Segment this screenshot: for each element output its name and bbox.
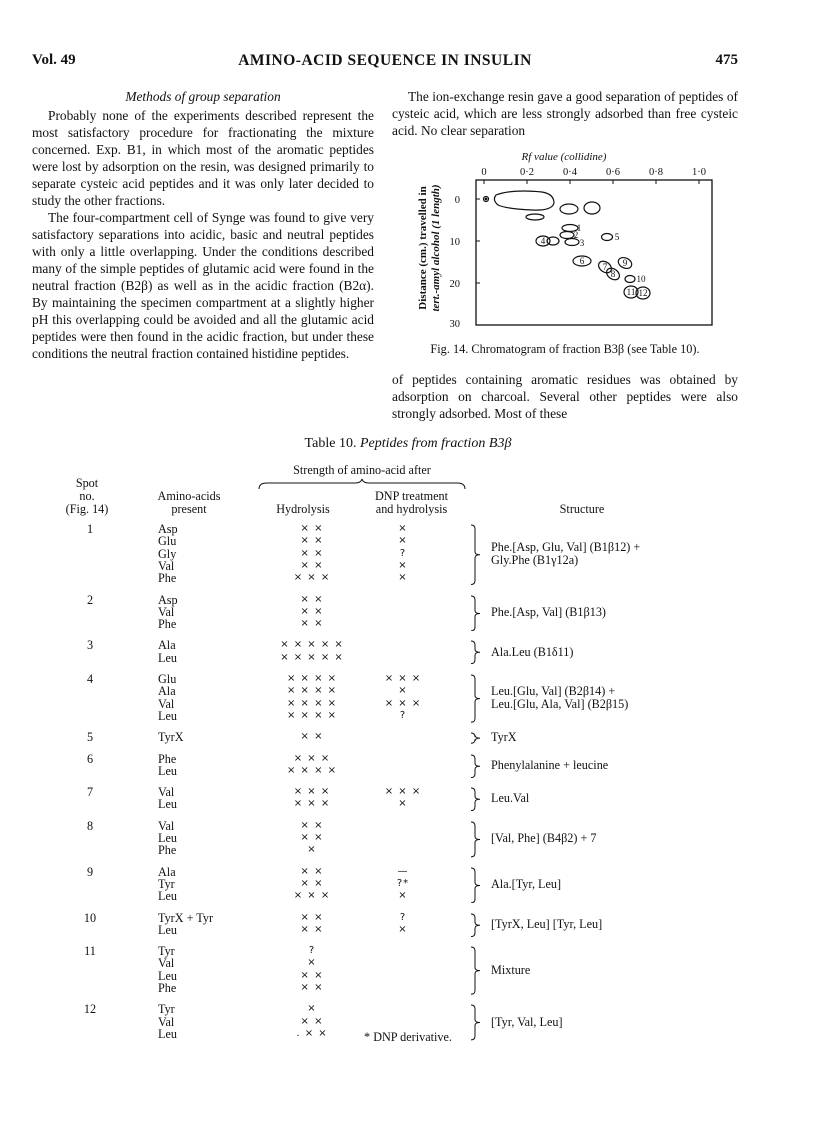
amino-acid-cell: Val [158, 558, 175, 573]
spot-label: 3 [579, 238, 585, 248]
hydrolysis-strength: × × [300, 535, 324, 547]
x-tick-label: 0·2 [520, 167, 534, 178]
hydrolysis-strength: × × × [293, 798, 331, 810]
x-tick-label: 1·0 [692, 167, 706, 178]
amino-acid-cell: Ala [158, 864, 176, 879]
spot-main-streak [494, 191, 554, 210]
header-spot: Spot no. (Fig. 14) [65, 476, 109, 516]
paragraph: of peptides containing aromatic residues was obtained by adsorption on charcoal. Several other peptides were also strongly adsorbed. Most of these [392, 372, 738, 421]
structure-cell: [TyrX, Leu] [Tyr, Leu] [491, 916, 603, 931]
structure-cell: Phenylalanine + leucine [491, 757, 609, 772]
amino-acid-cell: Leu [158, 1026, 177, 1041]
amino-acid-cell: Val [158, 696, 175, 711]
spot-label: 10 [636, 274, 646, 284]
amino-acid-cell: Leu [158, 922, 177, 937]
hydrolysis-strength: × × [300, 865, 324, 877]
spot-blob [560, 204, 578, 214]
hydrolysis-strength: × × × × [286, 697, 338, 709]
right-column-bottom [392, 371, 738, 422]
table-title [0, 436, 816, 452]
spot-number: 7 [86, 785, 94, 800]
hydrolysis-strength: × × [300, 593, 324, 605]
hydrolysis-strength: × × × × [286, 764, 338, 776]
spot-2 [560, 232, 574, 239]
amino-acid-cell: Val [158, 818, 175, 833]
spot-label: 5 [614, 232, 620, 242]
dnp-strength: × [398, 923, 408, 935]
amino-acid-cell: Tyr [158, 1002, 175, 1017]
row-brace [470, 524, 482, 586]
spot-label: 6 [579, 256, 585, 266]
hydrolysis-strength: × [307, 957, 317, 969]
amino-acid-cell: Tyr [158, 944, 175, 959]
origin-marker-dot [485, 198, 487, 200]
hydrolysis-strength: × [307, 1003, 317, 1015]
hydrolysis-strength: × × [300, 969, 324, 981]
spot-number: 5 [86, 730, 94, 745]
spot-4-tail [547, 237, 559, 245]
row-brace [470, 732, 482, 744]
dnp-strength: × [398, 890, 408, 902]
header-strength: Strength of amino-acid after [293, 463, 431, 477]
spot-number: 11 [84, 944, 96, 959]
chromatogram-figure [412, 148, 722, 334]
dnp-strength: × × × [384, 786, 422, 798]
amino-acid-cell: Ala [158, 684, 176, 699]
structure-cell: Leu.[Glu, Val] (B2β14) + [491, 684, 616, 699]
structure-cell: Ala.[Tyr, Leu] [491, 876, 562, 891]
spot-label: 7 [602, 262, 608, 272]
table-title-text: Peptides from fraction B3β [359, 436, 512, 451]
structure-cell: Phe.[Asp, Glu, Val] (B1β12) + [491, 540, 641, 555]
hydrolysis-strength: × × [300, 559, 324, 571]
row-brace [470, 821, 482, 858]
structure-cell: Leu.[Glu, Ala, Val] (B2β15) [491, 696, 629, 711]
row-brace [470, 674, 482, 723]
right-column-top [392, 88, 738, 139]
hydrolysis-strength: × × × [293, 890, 331, 902]
amino-acid-cell: Glu [158, 672, 177, 686]
spot-label: 9 [622, 258, 628, 268]
section-subheading: Methods of group separation [125, 89, 281, 104]
header-dnp: DNP treatment and hydrolysis [375, 489, 448, 516]
header-amino-acids: Amino-acids present [157, 489, 221, 516]
amino-acid-cell: Val [158, 1014, 175, 1029]
amino-acid-cell: Phe [158, 981, 177, 995]
hydrolysis-strength: × × [300, 523, 324, 534]
spot-small-streak [526, 214, 544, 220]
amino-acid-cell: Leu [158, 968, 177, 983]
structure-cell: Ala.Leu (B1δ11) [491, 644, 574, 659]
y-axis-title: Distance (cm.) travelled in [417, 186, 429, 310]
page-number: 475 [715, 52, 738, 68]
hydrolysis-strength: × × × × [286, 685, 338, 697]
y-tick-label: 0 [454, 195, 460, 206]
paragraph: Probably none of the experiments described represent the most satisfactory procedure for fractionating the mixture concerned. Exp. B1, in which most of the aromatic peptides were lost by adsorption on the resin, was designed primarily to separate cysteic acid peptides and it was only later decided to study the other fractions. [32, 108, 374, 208]
y-tick-label: 20 [449, 279, 460, 290]
hydrolysis-strength: × × × × × [280, 651, 344, 663]
dnp-strength: ? [399, 911, 407, 923]
dnp-strength: ?* [396, 877, 410, 889]
structure-cell: Phe.[Asp, Val] (B1β13) [491, 604, 606, 619]
spot-blob [584, 202, 600, 214]
dnp-strength: × [398, 535, 408, 547]
spot-number: 1 [86, 522, 94, 536]
spot-number: 10 [83, 910, 97, 925]
amino-acid-cell: Leu [158, 763, 177, 778]
structure-cell: Gly.Phe (B1γ12a) [491, 552, 579, 567]
running-title: AMINO-ACID SEQUENCE IN INSULIN [238, 52, 532, 69]
spot-5 [602, 234, 613, 241]
row-brace [470, 946, 482, 995]
amino-acid-cell: TyrX [158, 730, 184, 745]
hydrolysis-strength: × × [300, 731, 324, 743]
amino-acid-cell: Val [158, 604, 175, 619]
dnp-strength: × [398, 559, 408, 571]
spot-number: 6 [86, 751, 94, 766]
hydrolysis-strength: × × [300, 911, 324, 923]
y-tick-label: 30 [449, 319, 460, 330]
hydrolysis-strength: × × × × [286, 709, 338, 721]
amino-acid-cell: Val [158, 956, 175, 971]
row-brace [470, 754, 482, 779]
dnp-strength: — [397, 865, 409, 877]
hydrolysis-strength: × [307, 844, 317, 856]
amino-acid-cell: Phe [158, 617, 177, 632]
hydrolysis-strength: × × × [293, 786, 331, 798]
dnp-strength: ? [399, 709, 407, 721]
spot-number: 3 [86, 638, 94, 653]
spot-label: 1 [576, 223, 582, 233]
hydrolysis-strength: × × × [293, 752, 331, 764]
dnp-strength: × [398, 523, 408, 534]
amino-acid-cell: Phe [158, 843, 177, 858]
row-brace [470, 867, 482, 904]
amino-acid-cell: Val [158, 785, 175, 800]
spot-number: 9 [86, 864, 94, 879]
hydrolysis-strength: × × × [293, 572, 331, 584]
x-tick-label: 0·4 [563, 167, 577, 178]
amino-acid-cell: Leu [158, 889, 177, 904]
amino-acid-cell: Leu [158, 831, 177, 845]
structure-cell: Mixture [491, 962, 531, 977]
amino-acid-cell: Phe [158, 751, 177, 766]
amino-acid-cell: Glu [158, 534, 177, 549]
hydrolysis-strength: × × × × [286, 673, 338, 684]
spot-label: 8 [610, 269, 616, 279]
table-title-prefix: Table 10. [304, 436, 357, 451]
dnp-strength: × [398, 798, 408, 810]
hydrolysis-strength: × × [300, 618, 324, 630]
dnp-strength: × [398, 572, 408, 584]
row-brace [470, 787, 482, 812]
spot-10 [625, 276, 635, 283]
hydrolysis-strength: × × [300, 819, 324, 831]
row-brace [470, 595, 482, 632]
hydrolysis-strength: × × [300, 832, 324, 843]
amino-acid-cell: TyrX + Tyr [158, 910, 214, 925]
spot-number: 2 [86, 592, 94, 607]
structure-cell: [Val, Phe] (B4β2) + 7 [491, 831, 597, 845]
amino-acid-cell: Ala [158, 638, 176, 653]
amino-acid-cell: Phe [158, 571, 177, 586]
spot-label: 4 [540, 236, 546, 246]
dnp-strength: × × × [384, 697, 422, 709]
hydrolysis-strength: ? [308, 945, 316, 957]
hydrolysis-strength: × × [300, 923, 324, 935]
hydrolysis-strength: . × × [296, 1027, 328, 1039]
hydrolysis-strength: × × × × × [280, 639, 344, 651]
spot-label: 12 [638, 288, 648, 298]
amino-acid-cell: Leu [158, 708, 177, 723]
y-tick-label: 10 [449, 237, 460, 248]
y-axis-title: tert.-amyl alcohol (1 length) [430, 184, 442, 312]
amino-acid-cell: Gly [158, 546, 177, 561]
table-footnote: * DNP derivative. [364, 1030, 452, 1044]
hydrolysis-strength: × × [300, 982, 324, 993]
x-axis-title: Rf value (collidine) [521, 151, 607, 163]
dnp-strength: × [398, 685, 408, 697]
spot-label: 2 [573, 230, 579, 240]
x-tick-label: 0·8 [649, 167, 663, 178]
structure-cell: [Tyr, Val, Leu] [491, 1014, 563, 1029]
spot-number: 12 [83, 1002, 97, 1017]
paragraph: The ion-exchange resin gave a good separation of peptides of cysteic acid, which are less strongly adsorbed than free cysteic acid. No clear separation [392, 89, 738, 138]
dnp-strength: ? [399, 547, 407, 559]
left-column [32, 88, 374, 362]
spot-number: 4 [86, 672, 94, 686]
spot-label: 11 [626, 287, 636, 297]
header-hydrolysis: Hydrolysis [276, 502, 330, 516]
amino-acid-cell: Asp [158, 592, 178, 607]
structure-cell: TyrX [491, 730, 517, 745]
paragraph: The four-compartment cell of Synge was found to give very satisfactory separations into acidic, basic and neutral peptides with only a little overlapping. Under the conditions described many of the simple peptides of glutamic acid were found in the neutral fraction (B2β) as well as in the acidic fraction (B2α). By maintaining the specimen compartment at a slightly higher pH this overlapping could be avoided and all the glutamic acid peptides were then found in the acidic fraction, but under these conditions the neutral fraction contained histidine peptides. [32, 210, 374, 361]
volume-label: Vol. 49 [32, 52, 76, 68]
spot-number: 8 [86, 818, 94, 833]
amino-acid-cell: Leu [158, 650, 177, 665]
hydrolysis-strength: × × [300, 1015, 324, 1027]
row-brace [470, 913, 482, 938]
dnp-strength: × × × [384, 673, 422, 684]
hydrolysis-strength: × × [300, 605, 324, 617]
hydrolysis-strength: × × [300, 547, 324, 559]
amino-acid-cell: Asp [158, 522, 178, 536]
amino-acid-cell: Tyr [158, 876, 175, 891]
hydrolysis-strength: × × [300, 877, 324, 889]
amino-acid-cell: Leu [158, 797, 177, 812]
header-structure: Structure [559, 502, 605, 516]
x-tick-label: 0·6 [606, 167, 620, 178]
figure-caption: Fig. 14. Chromatogram of fraction B3β (see Table 10). [430, 342, 700, 356]
structure-cell: Leu.Val [491, 791, 530, 806]
x-tick-label: 0 [481, 167, 487, 178]
row-brace [470, 640, 482, 665]
